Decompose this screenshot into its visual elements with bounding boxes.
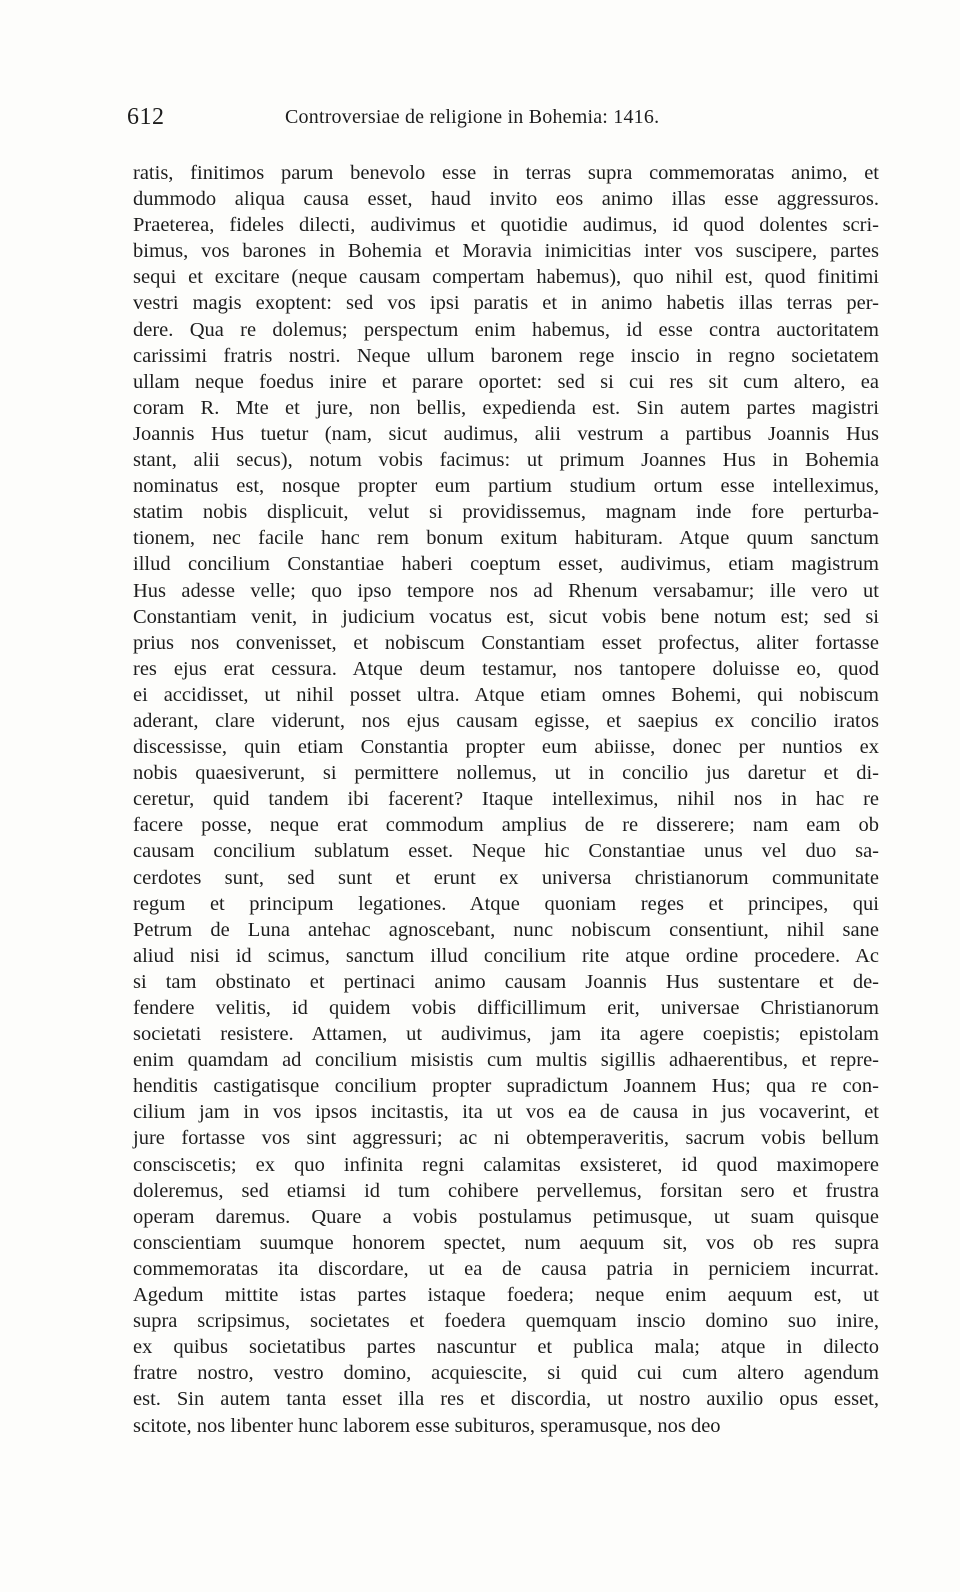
- text-line: aliud nisi id scimus, sanctum illud concilium rite atque ordine procedere. Ac: [133, 944, 879, 967]
- text-line: dere. Qua re dolemus; perspectum enim habemus, id esse contra auctoritatem: [133, 318, 879, 341]
- text-line: Joannis Hus tuetur (nam, sicut audimus, alii vestrum a partibus Joannis Hus: [133, 422, 879, 445]
- text-line: ratis, finitimos parum benevolo esse in terras supra commemoratas animo, et: [133, 162, 879, 184]
- text-line: henditis castigatisque concilium propter supradictum Joannem Hus; qua re con-: [133, 1075, 879, 1098]
- text-line: Agedum mittite istas partes istaque foedera; neque enim aequum est, ut: [133, 1284, 879, 1307]
- running-head: Controversiae de religione in Bohemia: 1416.: [285, 106, 660, 128]
- text-line: fratre nostro, vestro domino, acquiescite, si quid cui cum altero agendum: [133, 1362, 879, 1385]
- text-line: Constantiam venit, in judicium vocatus est, sicut vobis bene notum est; sed si: [133, 605, 879, 628]
- text-line: Hus adesse velle; quo ipso tempore nos ad Rhenum versabamur; ille vero ut: [133, 579, 879, 602]
- text-line: si tam obstinato et pertinaci animo causam Joannis Hus sustentare et de-: [133, 970, 879, 993]
- text-line: carissimi fratris nostri. Neque ullum baronem rege inscio in regno societatem: [133, 344, 879, 367]
- page-header: [127, 104, 887, 136]
- text-line: supra scripsimus, societates et foedera quemquam inscio domino suo inire,: [133, 1310, 879, 1333]
- text-line: Petrum de Luna antehac agnoscebant, nunc nobiscum consentiunt, nihil sane: [133, 918, 879, 941]
- text-line: conscientiam suumque honorem spectet, num aequum sit, vos ob res supra: [133, 1231, 879, 1254]
- text-line: regum et principum legationes. Atque quoniam reges et principes, qui: [133, 892, 879, 915]
- text-line: cerdotes sunt, sed sunt et erunt ex universa christianorum communitate: [133, 866, 879, 889]
- text-line: res ejus erat cessura. Atque deum testamur, nos tantopere doluisse eo, quod: [133, 657, 879, 680]
- text-line: facere posse, neque erat commodum amplius de re disserere; nam eam ob: [133, 814, 879, 837]
- text-line: societati resistere. Attamen, ut audivimus, jam ita agere coepistis; epistolam: [133, 1023, 879, 1046]
- text-line: prius nos convenisset, et nobiscum Constantiam esset profectus, aliter fortasse: [133, 631, 879, 654]
- text-line: Praeterea, fideles dilecti, audivimus et quotidie audimus, id quod dolentes scri-: [133, 214, 879, 237]
- text-line: bimus, vos barones in Bohemia et Moravia inimicitias inter vos suscipere, partes: [133, 240, 879, 263]
- text-line: sequi et excitare (neque causam compertam habemus), quo nihil est, quod finitimi: [133, 266, 879, 289]
- text-line: causam concilium sublatum esset. Neque hic Constantiae unus vel duo sa-: [133, 840, 879, 863]
- page-number: 612: [127, 104, 165, 130]
- text-line: coram R. Mte et jure, non bellis, expedienda est. Sin autem partes magistri: [133, 396, 879, 419]
- text-line: nobis quaesiverunt, si permittere nollemus, ut in concilio jus daretur et di-: [133, 762, 879, 785]
- body-text: [133, 160, 879, 1439]
- text-line: ceretur, quid tandem ibi facerent? Itaque intelleximus, nihil nos in hac re: [133, 788, 879, 811]
- text-line: enim quamdam ad concilium misistis cum multis sigillis adhaerentibus, et repre-: [133, 1049, 879, 1072]
- text-line: commemoratas ita discordare, ut ea de causa patria in perniciem incurrat.: [133, 1257, 879, 1280]
- text-line: illud concilium Constantiae haberi coeptum esset, audivimus, etiam magistrum: [133, 553, 879, 576]
- text-line: ullam neque foedus inire et parare oportet: sed si cui res sit cum altero, ea: [133, 370, 879, 393]
- text-line: stant, alii secus), notum vobis facimus: ut primum Joannes Hus in Bohemia: [133, 449, 879, 472]
- text-line: est. Sin autem tanta esset illa res et discordia, ut nostro auxilio opus esset,: [133, 1388, 879, 1411]
- text-line: discessisse, quin etiam Constantia propter eum abiisse, donec per nuntios ex: [133, 736, 879, 759]
- text-line: vestri magis exoptent: sed vos ipsi paratis et in animo habetis illas terras per-: [133, 292, 879, 315]
- text-line: aderant, clare viderunt, nos ejus causam egisse, et saepius ex concilio iratos: [133, 709, 879, 732]
- text-line: ei accidisset, ut nihil posset ultra. Atque etiam omnes Bohemi, qui nobiscum: [133, 683, 879, 706]
- text-line: operam daremus. Quare a vobis postulamus petimusque, ut suam quisque: [133, 1205, 879, 1228]
- text-line: nominatus est, nosque propter eum partium studium ortum esse intelleximus,: [133, 475, 879, 498]
- text-line: ex quibus societatibus partes nascuntur et publica mala; atque in dilecto: [133, 1336, 879, 1359]
- text-line: cilium jam in vos ipsos incitastis, ita ut vos ea de causa in jus vocaverint, et: [133, 1101, 879, 1124]
- text-line: consciscetis; ex quo infinita regni calamitas exsisteret, id quod maximopere: [133, 1153, 879, 1176]
- text-line: dummodo aliqua causa esset, haud invito eos animo illas esse aggressuros.: [133, 188, 879, 211]
- text-line: tionem, nec facile hanc rem bonum exitum habituram. Atque quum sanctum: [133, 527, 879, 550]
- text-line: statim nobis displicuit, velut si providissemus, magnam inde fore perturba-: [133, 501, 879, 524]
- text-line: doleremus, sed etiamsi id tum cohibere pervellemus, forsitan sero et frustra: [133, 1179, 879, 1202]
- text-line: jure fortasse vos sint aggressuri; ac ni obtemperaveritis, sacrum vobis bellum: [133, 1127, 879, 1150]
- text-line: scitote, nos libenter hunc laborem esse subituros, speramusque, nos deo: [133, 1414, 721, 1437]
- text-line: fendere velitis, id quidem vobis difficillimum erit, universae Christianorum: [133, 997, 879, 1019]
